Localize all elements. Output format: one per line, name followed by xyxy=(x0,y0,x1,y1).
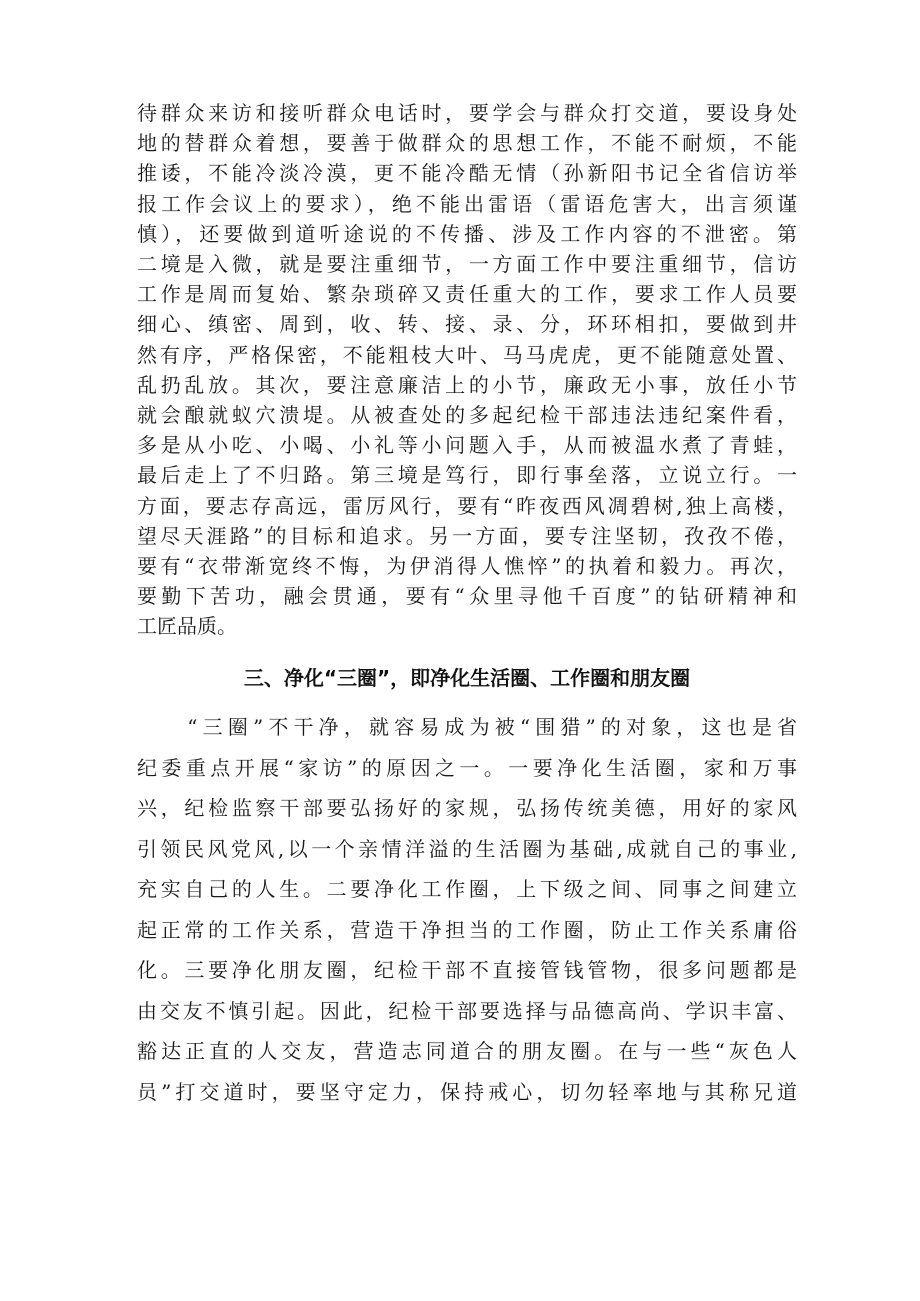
text-line: 就会酿就蚁穴溃堤。从被查处的多起纪检干部违法违纪案件看， xyxy=(137,403,797,428)
text-line: 起正常的工作关系，营造干净担当的工作圈，防止工作关系庸俗 xyxy=(137,917,797,942)
text-line: 兴，纪检监察干部要弘扬好的家规，弘扬传统美德，用好的家风 xyxy=(137,796,797,820)
text-line: 要勤下苦功，融会贯通，要有“众里寻他千百度”的钻研精神和 xyxy=(137,584,797,609)
text-line: 最后走上了不归路。第三境是笃行，即行事垒落，立说立行。一 xyxy=(137,463,797,488)
text-line: 地的替群众着想，要善于做群众的思想工作，不能不耐烦，不能 xyxy=(137,131,797,156)
text-line: 员”打交道时，要坚守定力，保持戒心，切勿轻率地与其称兄道 xyxy=(137,1079,797,1104)
paragraph-2 xyxy=(137,707,797,1112)
text-line: 纪委重点开展“家访”的原因之一。一要净化生活圈，家和万事 xyxy=(137,755,797,780)
text-line: 慎），还要做到道听途说的不传播、涉及工作内容的不泄密。第 xyxy=(137,221,797,246)
text-line: 充实自己的人生。二要净化工作圈，上下级之间、同事之间建立 xyxy=(137,877,797,901)
text-line: 然有序，严格保密，不能粗枝大叶、马马虎虎，更不能随意处置、 xyxy=(137,342,797,367)
text-line: “三圈”不干净，就容易成为被“围猎”的对象，这也是省 xyxy=(137,715,797,739)
text-line: 乱扔乱放。其次，要注意廉洁上的小节，廉政无小事，放任小节 xyxy=(137,372,797,397)
text-line: 豁达正直的人交友，营造志同道合的朋友圈。在与一些“灰色人 xyxy=(137,1039,797,1063)
text-line: 要有“衣带渐宽终不悔，为伊消得人憔悴”的执着和毅力。再次， xyxy=(137,554,797,579)
text-line: 细心、缜密、周到，收、转、接、录、分，环环相扣，要做到井 xyxy=(137,312,797,337)
text-line: 工作是周而复始、繁杂琐碎又责任重大的工作，要求工作人员要 xyxy=(137,282,797,307)
paragraph-1 xyxy=(137,98,797,642)
text-line: 化。三要净化朋友圈，纪检干部不直接管钱管物，很多问题都是 xyxy=(137,958,797,982)
text-line: 由交友不慎引起。因此，纪检干部要选择与品德高尚、学识丰富、 xyxy=(137,998,797,1023)
text-line: 引领民风党风,以一个亲情洋溢的生活圈为基础,成就自己的事业, xyxy=(137,836,797,861)
text-line: 报工作会议上的要求），绝不能出雷语（雷语危害大，出言须谨 xyxy=(137,191,797,216)
text-line: 推诿，不能冷淡冷漠，更不能冷酷无情（孙新阳书记全省信访举 xyxy=(137,161,797,186)
text-line: 工匠品质。 xyxy=(137,614,237,639)
text-line: 方面，要志存高远，雷厉风行，要有“昨夜西风凋碧树,独上高楼， xyxy=(137,493,797,518)
text-line: 望尽天涯路”的目标和追求。另一方面，要专注坚韧，孜孜不倦， xyxy=(137,523,797,548)
text-line: 二境是入微，就是要注重细节，一方面工作中要注重细节，信访 xyxy=(137,252,797,277)
text-line: 待群众来访和接听群众电话时，要学会与群众打交道，要设身处 xyxy=(137,101,797,125)
text-line: 多是从小吃、小喝、小礼等小问题入手，从而被温水煮了青蛙， xyxy=(137,433,797,458)
section-heading: 三、净化“三圈”，即净化生活圈、工作圈和朋友圈 xyxy=(243,666,691,690)
